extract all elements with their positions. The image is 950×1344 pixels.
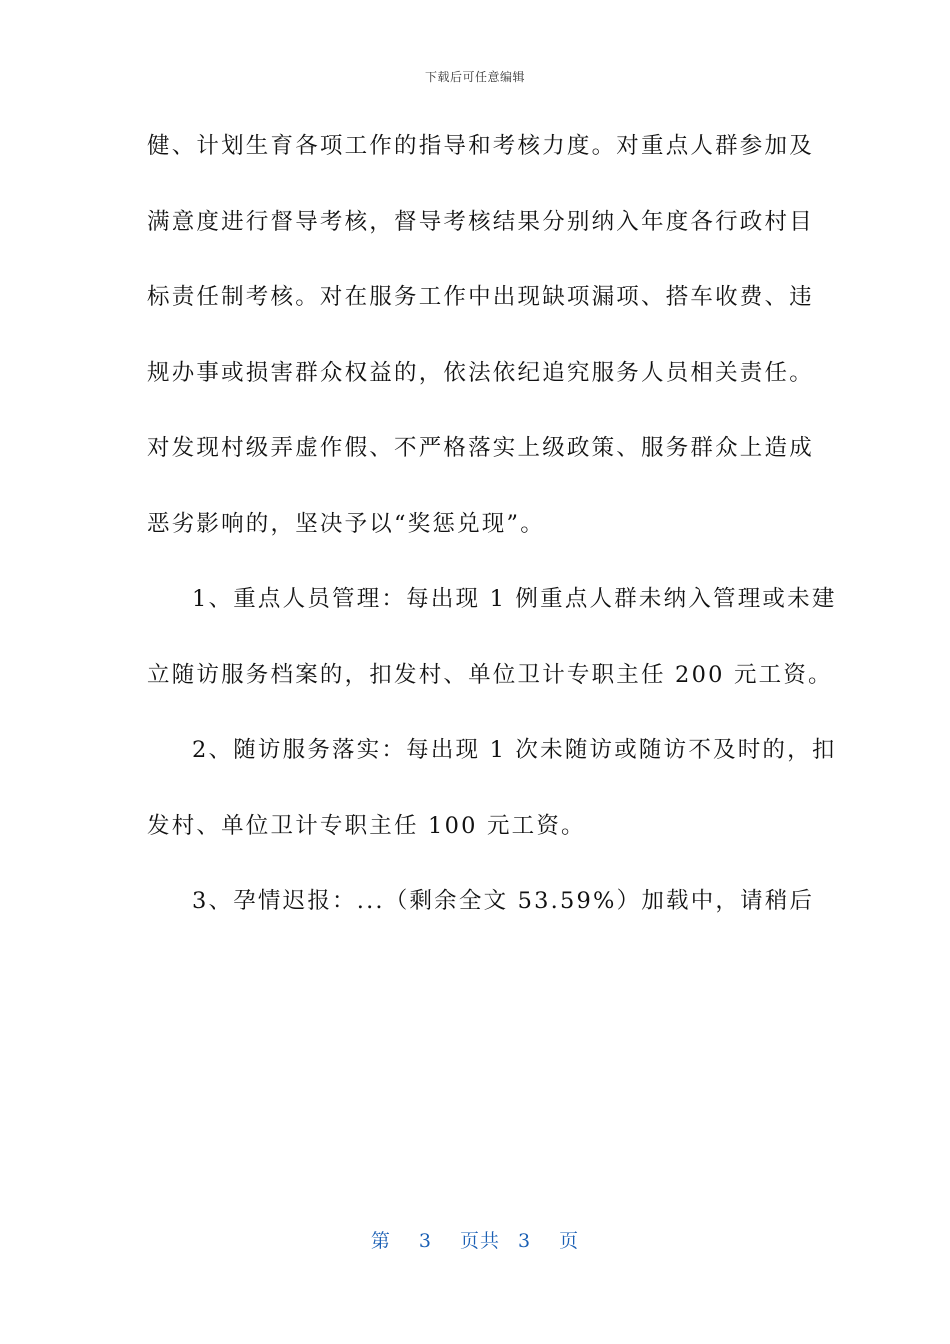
paragraph-line: 标责任制考核。对在服务工作中出现缺项漏项、搭车收费、违 xyxy=(147,284,814,310)
total-pages-number: 3 xyxy=(518,1230,532,1252)
list-item-1-line: 1、重点人员管理：每出现 1 例重点人群未纳入管理或未建 xyxy=(192,586,837,612)
page-prefix: 第 xyxy=(370,1230,391,1252)
list-item-2-line: 发村、单位卫计专职主任 100 元工资。 xyxy=(147,812,586,839)
page-mid: 页共 xyxy=(459,1230,500,1252)
paragraph-line: 恶劣影响的，坚决予以“奖惩兑现”。 xyxy=(147,510,545,537)
paragraph-line: 健、计划生育各项工作的指导和考核力度。对重点人群参加及 xyxy=(147,133,814,159)
paragraph-line: 规办事或损害群众权益的，依法依纪追究服务人员相关责任。 xyxy=(147,359,814,386)
list-item-1-line: 立随访服务档案的，扣发村、单位卫计专职主任 200 元工资。 xyxy=(147,661,833,688)
list-item-3-line: 3、孕情迟报：...（剩余全文 53.59%）加载中，请稍后 xyxy=(192,888,815,914)
list-item-2-line: 2、随访服务落实：每出现 1 次未随访或随访不及时的，扣 xyxy=(192,737,837,763)
header-note: 下载后可任意编辑 xyxy=(424,70,525,84)
current-page-number: 3 xyxy=(418,1230,432,1252)
document-body xyxy=(147,128,837,959)
page-suffix: 页 xyxy=(559,1230,580,1252)
paragraph-line: 满意度进行督导考核，督导考核结果分别纳入年度各行政村目 xyxy=(147,208,814,235)
page-footer xyxy=(0,1226,950,1253)
paragraph-line: 对发现村级弄虚作假、不严格落实上级政策、服务群众上造成 xyxy=(147,435,814,461)
